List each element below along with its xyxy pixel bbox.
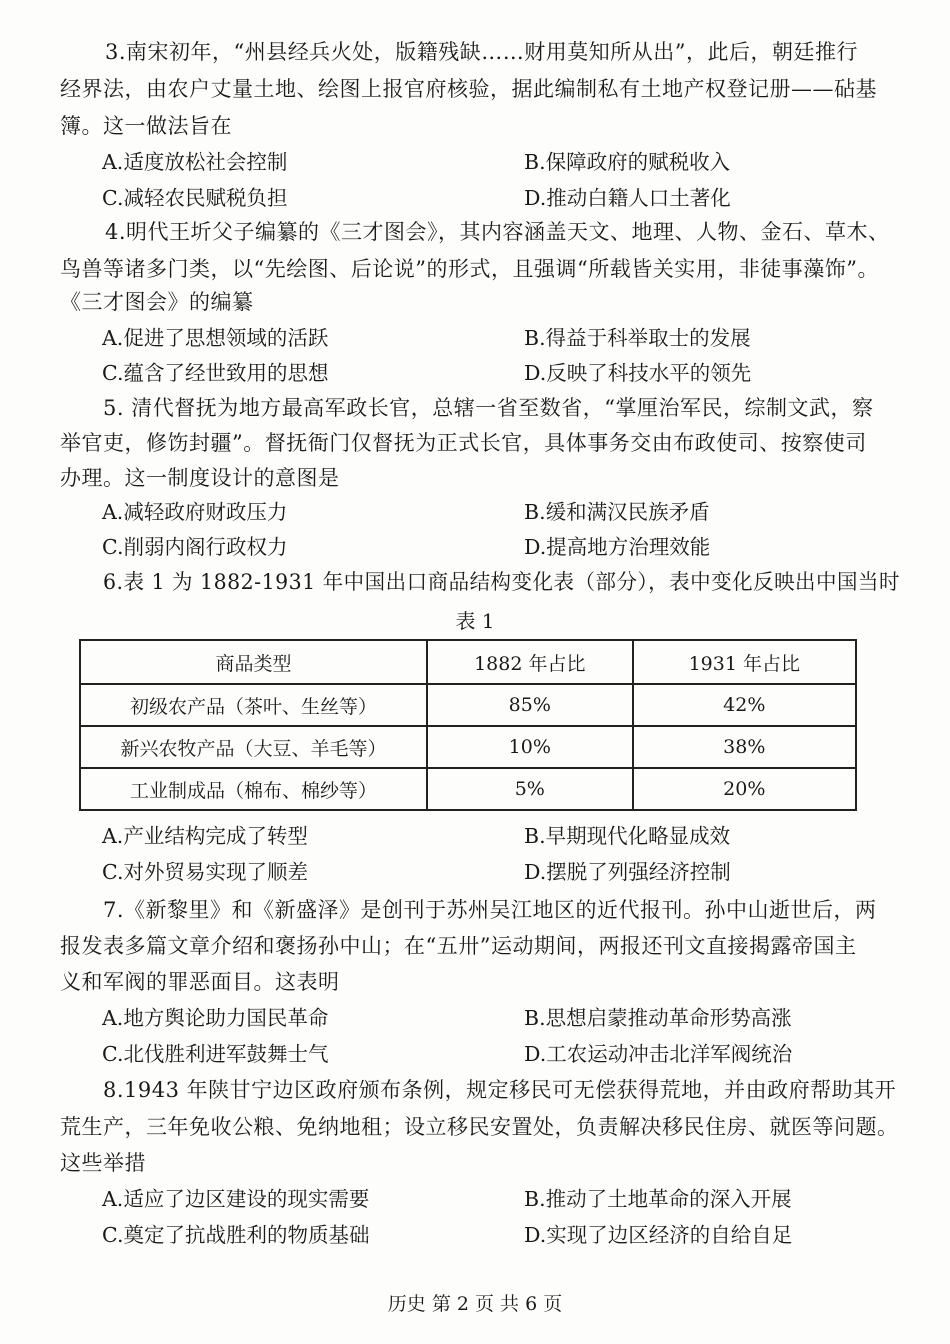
q8-option-b[interactable]: B.推动了土地革命的深入开展 <box>524 1187 792 1211</box>
q3-option-a[interactable]: A.适度放松社会控制 <box>102 150 288 174</box>
q8-stem-line-1: 8.1943 年陕甘宁边区政府颁布条例，规定移民可无偿获得荒地，并由政府帮助其开 <box>103 1078 897 1102</box>
q7-stem-line-1: 7.《新黎里》和《新盛泽》是创刊于苏州吴江地区的近代报刊。孙中山逝世后，两 <box>103 898 877 922</box>
q3-stem-line-1: 3.南宋初年，“州县经兵火处，版籍残缺……财用莫知所从出”，此后，朝廷推行 <box>105 40 859 64</box>
q8-option-d[interactable]: D.实现了边区经济的自给自足 <box>524 1223 793 1247</box>
q6-option-c[interactable]: C.对外贸易实现了顺差 <box>102 860 308 884</box>
q8-option-a[interactable]: A.适应了边区建设的现实需要 <box>102 1187 370 1211</box>
table-cell: 85% <box>427 684 633 726</box>
table-cell: 20% <box>633 768 856 810</box>
export-structure-table <box>79 639 857 811</box>
table-cell: 10% <box>427 726 633 768</box>
table-header-row <box>80 640 856 684</box>
table-row <box>80 684 856 726</box>
q6-option-d[interactable]: D.摆脱了列强经济控制 <box>524 860 731 884</box>
q5-option-d[interactable]: D.提高地方治理效能 <box>524 535 711 559</box>
q6-stem-line-1: 6.表 1 为 1882-1931 年中国出口商品结构变化表（部分），表中变化反映出中国当时 <box>103 570 900 594</box>
q3-stem-line-3: 簿。这一做法旨在 <box>60 114 232 138</box>
table-cell: 工业制成品（棉布、棉纱等） <box>80 768 427 810</box>
table-cell: 5% <box>427 768 633 810</box>
q7-option-c[interactable]: C.北伐胜利进军鼓舞士气 <box>102 1042 329 1066</box>
q4-stem-line-1: 4.明代王圻父子编纂的《三才图会》，其内容涵盖天文、地理、人物、金石、草木、 <box>105 220 890 244</box>
q8-option-c[interactable]: C.奠定了抗战胜利的物质基础 <box>102 1223 370 1247</box>
table-header-cell: 1882 年占比 <box>427 640 633 684</box>
table-cell: 新兴农牧产品（大豆、羊毛等） <box>80 726 427 768</box>
table-cell: 初级农产品（茶叶、生丝等） <box>80 684 427 726</box>
q7-option-a[interactable]: A.地方舆论助力国民革命 <box>102 1006 329 1030</box>
table-header-cell: 商品类型 <box>80 640 427 684</box>
table-cell: 42% <box>633 684 856 726</box>
q6-option-a[interactable]: A.产业结构完成了转型 <box>102 824 308 848</box>
q6-option-b[interactable]: B.早期现代化略显成效 <box>524 824 731 848</box>
table-row <box>80 726 856 768</box>
q4-option-d[interactable]: D.反映了科技水平的领先 <box>524 361 752 385</box>
q5-stem-line-2: 举官吏，修饬封疆”。督抚衙门仅督抚为正式长官，具体事务交由布政使司、按察使司 <box>60 431 867 455</box>
page-footer: 历史 第 2 页 共 6 页 <box>387 1293 563 1315</box>
q3-stem-line-2: 经界法，由农户丈量土地、绘图上报官府核验，据此编制私有土地产权登记册——砧基 <box>60 77 877 101</box>
q7-stem-line-3: 义和军阀的罪恶面目。这表明 <box>60 970 340 994</box>
q3-option-b[interactable]: B.保障政府的赋税收入 <box>524 150 731 174</box>
q7-option-b[interactable]: B.思想启蒙推动革命形势高涨 <box>524 1006 792 1030</box>
q8-stem-line-3: 这些举措 <box>60 1151 146 1175</box>
q7-stem-line-2: 报发表多篇文章介绍和褒扬孙中山；在“五卅”运动期间，两报还刊文直接揭露帝国主 <box>60 934 857 958</box>
q8-stem-line-2: 荒生产，三年免收公粮、免纳地租；设立移民安置处，负责解决移民住房、就医等问题。 <box>60 1115 899 1139</box>
q5-option-c[interactable]: C.削弱内阁行政权力 <box>102 535 288 559</box>
q7-option-d[interactable]: D.工农运动冲击北洋军阀统治 <box>524 1042 793 1066</box>
q3-option-c[interactable]: C.减轻农民赋税负担 <box>102 186 288 210</box>
q4-stem-line-2: 鸟兽等诸多门类，以“先绘图、后论说”的形式，且强调“所载皆关实用，非徒事藻饰”。 <box>60 257 879 281</box>
table-caption: 表 1 <box>455 609 495 633</box>
q4-option-c[interactable]: C.蕴含了经世致用的思想 <box>102 361 329 385</box>
table-cell: 38% <box>633 726 856 768</box>
q4-stem-line-3: 《三才图会》的编纂 <box>60 290 254 314</box>
table-header-cell: 1931 年占比 <box>633 640 856 684</box>
q5-option-a[interactable]: A.减轻政府财政压力 <box>102 500 288 524</box>
q5-option-b[interactable]: B.缓和满汉民族矛盾 <box>524 500 710 524</box>
q4-option-a[interactable]: A.促进了思想领域的活跃 <box>102 326 329 350</box>
q5-stem-line-1: 5. 清代督抚为地方最高军政长官，总辖一省至数省，“掌厘治军民，综制文武，察 <box>103 396 874 420</box>
table-row <box>80 768 856 810</box>
q3-option-d[interactable]: D.推动白籍人口土著化 <box>524 186 731 210</box>
q5-stem-line-3: 办理。这一制度设计的意图是 <box>60 466 340 490</box>
q4-option-b[interactable]: B.得益于科举取士的发展 <box>524 326 751 350</box>
